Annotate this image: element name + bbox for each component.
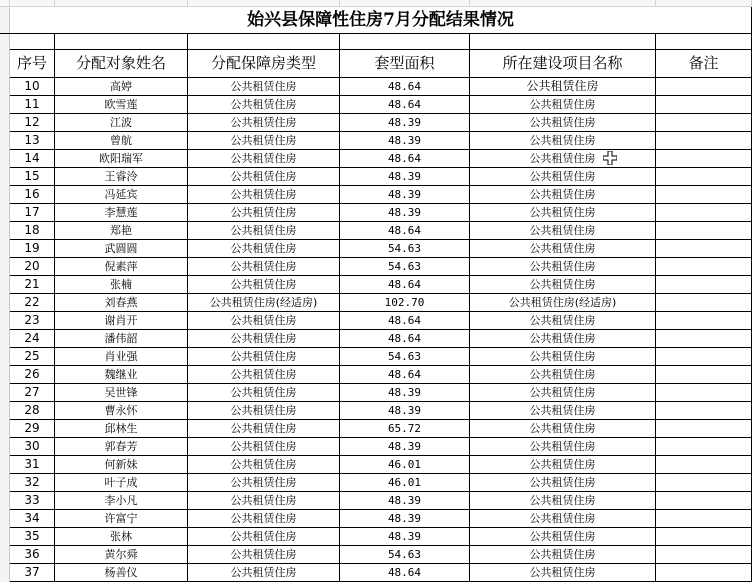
cell-name[interactable]: 江波: [55, 114, 188, 132]
table-row: [0, 114, 752, 132]
row-gutter: [0, 204, 10, 222]
table-row: [0, 528, 752, 546]
cell-area[interactable]: 48.64: [340, 330, 470, 348]
cell-area[interactable]: 48.39: [340, 132, 470, 150]
table-row: [0, 330, 752, 348]
cell-area[interactable]: 54.63: [340, 348, 470, 366]
row-gutter: [0, 348, 10, 366]
cell-project[interactable]: 公共租赁住房: [470, 546, 656, 564]
cell-name[interactable]: 刘春燕: [55, 294, 188, 312]
cell-area[interactable]: 65.72: [340, 420, 470, 438]
table-row: [0, 366, 752, 384]
table-row: [0, 474, 752, 492]
cell-housing-type[interactable]: 公共租赁住房: [188, 78, 340, 96]
cell-housing-type[interactable]: 公共租赁住房: [188, 222, 340, 240]
cell-area[interactable]: 48.39: [340, 402, 470, 420]
row-gutter: [0, 258, 10, 276]
table-row: [0, 222, 752, 240]
table-row: [0, 546, 752, 564]
cell-area[interactable]: 48.39: [340, 510, 470, 528]
cell-area[interactable]: 48.64: [340, 150, 470, 168]
blank-cell[interactable]: [10, 34, 55, 50]
cell-index[interactable]: 26: [10, 366, 55, 384]
table-row: [0, 258, 752, 276]
cell-select-cross-icon: [603, 151, 617, 165]
cell-housing-type[interactable]: 公共租赁住房: [188, 546, 340, 564]
cell-name[interactable]: 高婷: [55, 78, 188, 96]
cell-project[interactable]: 公共租赁住房: [470, 420, 656, 438]
cell-notes[interactable]: [656, 330, 752, 348]
row-gutter: [0, 564, 10, 582]
cell-name[interactable]: 邱林生: [55, 420, 188, 438]
cell-index[interactable]: 20: [10, 258, 55, 276]
cell-name[interactable]: 魏继业: [55, 366, 188, 384]
cell-housing-type[interactable]: 公共租赁住房: [188, 438, 340, 456]
cell-project[interactable]: 公共租赁住房: [470, 96, 656, 114]
cell-housing-type[interactable]: 公共租赁住房(经适房): [188, 294, 340, 312]
cell-index[interactable]: 17: [10, 204, 55, 222]
table-row: [0, 186, 752, 204]
cell-housing-type[interactable]: 公共租赁住房: [188, 114, 340, 132]
cell-name[interactable]: 许富宁: [55, 510, 188, 528]
cell-area[interactable]: 48.64: [340, 312, 470, 330]
table-row: [0, 420, 752, 438]
table-row: [0, 438, 752, 456]
cell-housing-type[interactable]: 公共租赁住房: [188, 132, 340, 150]
table-row: [0, 402, 752, 420]
cell-notes[interactable]: [656, 456, 752, 474]
cell-index[interactable]: 35: [10, 528, 55, 546]
cell-notes[interactable]: [656, 420, 752, 438]
row-gutter: [0, 7, 10, 34]
table-row: [0, 132, 752, 150]
row-gutter: [0, 420, 10, 438]
cell-project[interactable]: 公共租赁住房: [470, 456, 656, 474]
cell-housing-type[interactable]: 公共租赁住房: [188, 510, 340, 528]
cell-notes[interactable]: [656, 186, 752, 204]
row-gutter: [0, 402, 10, 420]
row-gutter: [0, 510, 10, 528]
cell-project[interactable]: 公共租赁住房: [470, 366, 656, 384]
cell-housing-type[interactable]: 公共租赁住房: [188, 240, 340, 258]
cell-area[interactable]: 54.63: [340, 546, 470, 564]
cell-notes[interactable]: [656, 402, 752, 420]
cell-housing-type[interactable]: 公共租赁住房: [188, 402, 340, 420]
cell-notes[interactable]: [656, 528, 752, 546]
cell-housing-type[interactable]: 公共租赁住房: [188, 330, 340, 348]
table-row: [0, 510, 752, 528]
table-row: [0, 492, 752, 510]
row-gutter: [0, 34, 10, 50]
cell-index[interactable]: 31: [10, 456, 55, 474]
cell-index[interactable]: 22: [10, 294, 55, 312]
cell-index[interactable]: 16: [10, 186, 55, 204]
cell-notes[interactable]: [656, 168, 752, 186]
cell-project[interactable]: 公共租赁住房: [470, 150, 656, 168]
cell-project[interactable]: 公共租赁住房: [470, 384, 656, 402]
cell-notes[interactable]: [656, 546, 752, 564]
cell-notes[interactable]: [656, 312, 752, 330]
cell-area[interactable]: 46.01: [340, 474, 470, 492]
cell-project[interactable]: 公共租赁住房: [470, 168, 656, 186]
cell-project[interactable]: 公共租赁住房: [470, 204, 656, 222]
cell-notes[interactable]: [656, 276, 752, 294]
cell-project[interactable]: 公共租赁住房: [470, 564, 656, 582]
cell-notes[interactable]: [656, 204, 752, 222]
row-gutter: [0, 456, 10, 474]
cell-notes[interactable]: [656, 150, 752, 168]
row-gutter: [0, 114, 10, 132]
cell-project[interactable]: 公共租赁住房: [470, 402, 656, 420]
cell-area[interactable]: 48.64: [340, 78, 470, 96]
cell-project[interactable]: 公共租赁住房: [470, 528, 656, 546]
row-gutter: [0, 168, 10, 186]
cell-notes[interactable]: [656, 114, 752, 132]
header-name[interactable]: 分配对象姓名: [55, 50, 188, 78]
cell-name[interactable]: 何新妹: [55, 456, 188, 474]
cell-name[interactable]: 王睿泠: [55, 168, 188, 186]
table-row: [0, 78, 752, 96]
cell-name[interactable]: 冯延宾: [55, 186, 188, 204]
cell-name[interactable]: 吴世锋: [55, 384, 188, 402]
row-gutter: [0, 384, 10, 402]
table-row: [0, 312, 752, 330]
cell-notes[interactable]: [656, 258, 752, 276]
cell-housing-type[interactable]: 公共租赁住房: [188, 528, 340, 546]
cell-name[interactable]: 李慧莲: [55, 204, 188, 222]
cell-area[interactable]: 48.39: [340, 168, 470, 186]
cell-project[interactable]: 公共租赁住房: [470, 348, 656, 366]
cell-index[interactable]: 10: [10, 78, 55, 96]
cell-index[interactable]: 13: [10, 132, 55, 150]
row-gutter: [0, 294, 10, 312]
cell-housing-type[interactable]: 公共租赁住房: [188, 168, 340, 186]
blank-cell[interactable]: [55, 34, 188, 50]
row-gutter: [0, 474, 10, 492]
cell-name[interactable]: 曾航: [55, 132, 188, 150]
cell-name[interactable]: 肖业强: [55, 348, 188, 366]
cell-name[interactable]: 张楠: [55, 276, 188, 294]
cell-housing-type[interactable]: 公共租赁住房: [188, 420, 340, 438]
cell-project[interactable]: 公共租赁住房: [470, 258, 656, 276]
cell-area[interactable]: 48.39: [340, 384, 470, 402]
cell-project[interactable]: 公共租赁住房: [470, 132, 656, 150]
cell-index[interactable]: 29: [10, 420, 55, 438]
cell-index[interactable]: 34: [10, 510, 55, 528]
cell-project[interactable]: 公共租赁住房: [470, 510, 656, 528]
row-gutter: [0, 222, 10, 240]
cell-project[interactable]: 公共租赁住房: [470, 78, 656, 96]
cell-housing-type[interactable]: 公共租赁住房: [188, 564, 340, 582]
cell-project[interactable]: 公共租赁住房: [470, 114, 656, 132]
row-gutter: [0, 50, 10, 78]
cell-project[interactable]: 公共租赁住房: [470, 492, 656, 510]
cell-notes[interactable]: [656, 564, 752, 582]
cell-name[interactable]: 郭春芳: [55, 438, 188, 456]
cell-area[interactable]: 46.01: [340, 456, 470, 474]
cell-housing-type[interactable]: 公共租赁住房: [188, 456, 340, 474]
cell-area[interactable]: 48.39: [340, 438, 470, 456]
table-row: [0, 348, 752, 366]
table-row: [0, 456, 752, 474]
cell-housing-type[interactable]: 公共租赁住房: [188, 204, 340, 222]
cell-index[interactable]: 36: [10, 546, 55, 564]
cell-name[interactable]: 叶子成: [55, 474, 188, 492]
cell-index[interactable]: 37: [10, 564, 55, 582]
cell-name[interactable]: 倪素萍: [55, 258, 188, 276]
header-notes[interactable]: 备注: [656, 50, 752, 78]
cell-project[interactable]: 公共租赁住房: [470, 438, 656, 456]
table-row: [0, 240, 752, 258]
row-gutter: [0, 366, 10, 384]
cell-index[interactable]: 23: [10, 312, 55, 330]
cell-index[interactable]: 24: [10, 330, 55, 348]
cell-notes[interactable]: [656, 348, 752, 366]
cell-project[interactable]: 公共租赁住房: [470, 330, 656, 348]
row-gutter: [0, 528, 10, 546]
cell-project[interactable]: 公共租赁住房: [470, 222, 656, 240]
table-row: [0, 276, 752, 294]
cell-notes[interactable]: [656, 78, 752, 96]
cell-project[interactable]: 公共租赁住房: [470, 240, 656, 258]
cell-housing-type[interactable]: 公共租赁住房: [188, 258, 340, 276]
cell-area[interactable]: 48.64: [340, 366, 470, 384]
row-gutter: [0, 546, 10, 564]
cell-area[interactable]: 48.64: [340, 276, 470, 294]
row-gutter: [0, 132, 10, 150]
cell-index[interactable]: 14: [10, 150, 55, 168]
header-project[interactable]: 所在建设项目名称: [470, 50, 656, 78]
cell-notes[interactable]: [656, 294, 752, 312]
blank-cell[interactable]: [188, 34, 340, 50]
cell-housing-type[interactable]: 公共租赁住房: [188, 150, 340, 168]
header-index[interactable]: 序号: [10, 50, 55, 78]
cell-area[interactable]: 48.64: [340, 222, 470, 240]
cell-notes[interactable]: [656, 510, 752, 528]
cell-index[interactable]: 12: [10, 114, 55, 132]
cell-area[interactable]: 54.63: [340, 258, 470, 276]
cell-index[interactable]: 15: [10, 168, 55, 186]
cell-name[interactable]: 李小凡: [55, 492, 188, 510]
cell-project[interactable]: 公共租赁住房: [470, 276, 656, 294]
header-area[interactable]: 套型面积: [340, 50, 470, 78]
cell-name[interactable]: 谢肖开: [55, 312, 188, 330]
row-gutter: [0, 78, 10, 96]
table-row: [0, 168, 752, 186]
row-gutter: [0, 492, 10, 510]
table-row: [0, 150, 752, 168]
row-gutter: [0, 438, 10, 456]
cell-notes[interactable]: [656, 366, 752, 384]
cell-index[interactable]: 27: [10, 384, 55, 402]
cell-housing-type[interactable]: 公共租赁住房: [188, 474, 340, 492]
cell-index[interactable]: 33: [10, 492, 55, 510]
blank-cell[interactable]: [470, 34, 656, 50]
cell-area[interactable]: 48.39: [340, 204, 470, 222]
cell-notes[interactable]: [656, 132, 752, 150]
row-gutter: [0, 96, 10, 114]
row-gutter: [0, 312, 10, 330]
cell-name[interactable]: 武圆圆: [55, 240, 188, 258]
cell-notes[interactable]: [656, 492, 752, 510]
table-row: [0, 564, 752, 582]
cell-name[interactable]: 杨善仪: [55, 564, 188, 582]
cell-area[interactable]: 102.70: [340, 294, 470, 312]
cell-project[interactable]: 公共租赁住房: [470, 474, 656, 492]
cell-notes[interactable]: [656, 474, 752, 492]
cell-project[interactable]: 公共租赁住房: [470, 312, 656, 330]
table-row: [0, 384, 752, 402]
header-housing-type[interactable]: 分配保障房类型: [188, 50, 340, 78]
cell-project[interactable]: 公共租赁住房(经适房): [470, 294, 656, 312]
row-gutter: [0, 240, 10, 258]
cell-name[interactable]: 欧雪莲: [55, 96, 188, 114]
cell-name[interactable]: 潘伟韶: [55, 330, 188, 348]
cell-index[interactable]: 18: [10, 222, 55, 240]
cell-housing-type[interactable]: 公共租赁住房: [188, 492, 340, 510]
cell-name[interactable]: 张林: [55, 528, 188, 546]
cell-index[interactable]: 32: [10, 474, 55, 492]
cell-housing-type[interactable]: 公共租赁住房: [188, 276, 340, 294]
cell-area[interactable]: 48.39: [340, 528, 470, 546]
cell-index[interactable]: 25: [10, 348, 55, 366]
cell-housing-type[interactable]: 公共租赁住房: [188, 384, 340, 402]
cell-housing-type[interactable]: 公共租赁住房: [188, 186, 340, 204]
cell-notes[interactable]: [656, 384, 752, 402]
blank-cell[interactable]: [340, 34, 470, 50]
cell-housing-type[interactable]: 公共租赁住房: [188, 366, 340, 384]
cell-index[interactable]: 19: [10, 240, 55, 258]
cell-index[interactable]: 11: [10, 96, 55, 114]
cell-index[interactable]: 30: [10, 438, 55, 456]
table-row: [0, 96, 752, 114]
row-gutter: [0, 330, 10, 348]
row-gutter: [0, 150, 10, 168]
cell-index[interactable]: 21: [10, 276, 55, 294]
header-row: [0, 50, 752, 78]
cell-notes[interactable]: [656, 96, 752, 114]
sheet-title[interactable]: 始兴县保障性住房7月分配结果情况: [10, 7, 752, 34]
cell-notes[interactable]: [656, 240, 752, 258]
row-gutter: [0, 276, 10, 294]
cell-area[interactable]: 48.39: [340, 114, 470, 132]
row-gutter: [0, 186, 10, 204]
cell-area[interactable]: 48.64: [340, 96, 470, 114]
cell-name[interactable]: 欧阳瑞军: [55, 150, 188, 168]
blank-cell[interactable]: [656, 34, 752, 50]
cell-name[interactable]: 郑艳: [55, 222, 188, 240]
table-row: [0, 294, 752, 312]
cell-name[interactable]: 黄尔舜: [55, 546, 188, 564]
cell-area[interactable]: 54.63: [340, 240, 470, 258]
table-row: [0, 204, 752, 222]
cell-notes[interactable]: [656, 222, 752, 240]
cell-name[interactable]: 曹永怀: [55, 402, 188, 420]
cell-notes[interactable]: [656, 438, 752, 456]
cell-area[interactable]: 48.64: [340, 564, 470, 582]
cell-housing-type[interactable]: 公共租赁住房: [188, 96, 340, 114]
cell-index[interactable]: 28: [10, 402, 55, 420]
cell-area[interactable]: 48.39: [340, 492, 470, 510]
cell-project[interactable]: 公共租赁住房: [470, 186, 656, 204]
cell-housing-type[interactable]: 公共租赁住房: [188, 348, 340, 366]
cell-housing-type[interactable]: 公共租赁住房: [188, 312, 340, 330]
cell-area[interactable]: 48.39: [340, 186, 470, 204]
